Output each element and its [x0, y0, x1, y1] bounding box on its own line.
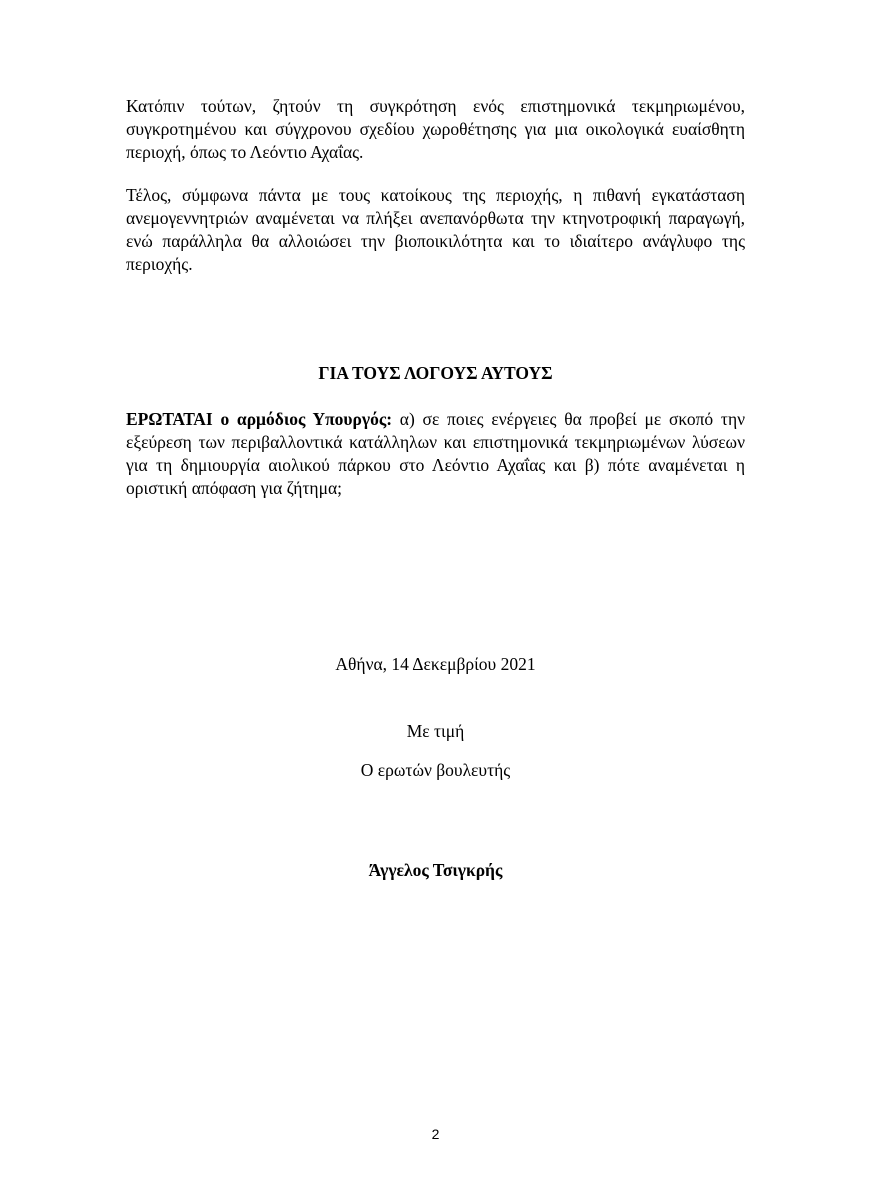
question-lead: ΕΡΩΤΑΤΑΙ ο αρμόδιος Υπουργός:	[126, 409, 393, 429]
question-text: α) σε ποιες ενέργειες θα προβεί με σκοπό την εξεύρεση των περιβαλλοντικά κατάλληλων και επιστημονικά τεκμηριωμένων λύσεων για τη δημιουργία αιολικού πάρκου στο Λεόντιο Αχαΐας και β) πότε αναμένεται η οριστική απόφαση για ζήτημα;	[126, 409, 746, 498]
date-line: Αθήνα, 14 Δεκεμβρίου 2021	[335, 654, 536, 674]
page-number: 2	[431, 1126, 440, 1142]
body-paragraph: Κατόπιν τούτων, ζητούν τη συγκρότηση ενός επιστημονικά τεκμηριωμένου, συγκροτημένου και σύγχρονου σχεδίου χωροθέτησης για μια οικολογικά ευαίσθητη περιοχή, όπως το Λεόντιο Αχαΐας.	[126, 96, 745, 162]
signatory-name: Άγγελος Τσιγκρής	[368, 860, 503, 880]
question-paragraph	[126, 408, 745, 500]
closing-line: Με τιμή	[406, 721, 465, 741]
body-paragraph: Τέλος, σύμφωνα πάντα με τους κατοίκους της περιοχής, η πιθανή εγκατάσταση ανεμογεννητριών αναμένεται να πλήξει ανεπανόρθωτα την κτηνοτροφική παραγωγή, ενώ παράλληλα θα αλλοιώσει την βιοποικιλότητα και το ιδιαίτερο ανάγλυφο της περιοχής.	[126, 185, 745, 274]
section-heading: ΓΙΑ ΤΟΥΣ ΛΟΓΟΥΣ ΑΥΤΟΥΣ	[318, 363, 553, 383]
role-line: Ο ερωτών βουλευτής	[360, 760, 511, 780]
